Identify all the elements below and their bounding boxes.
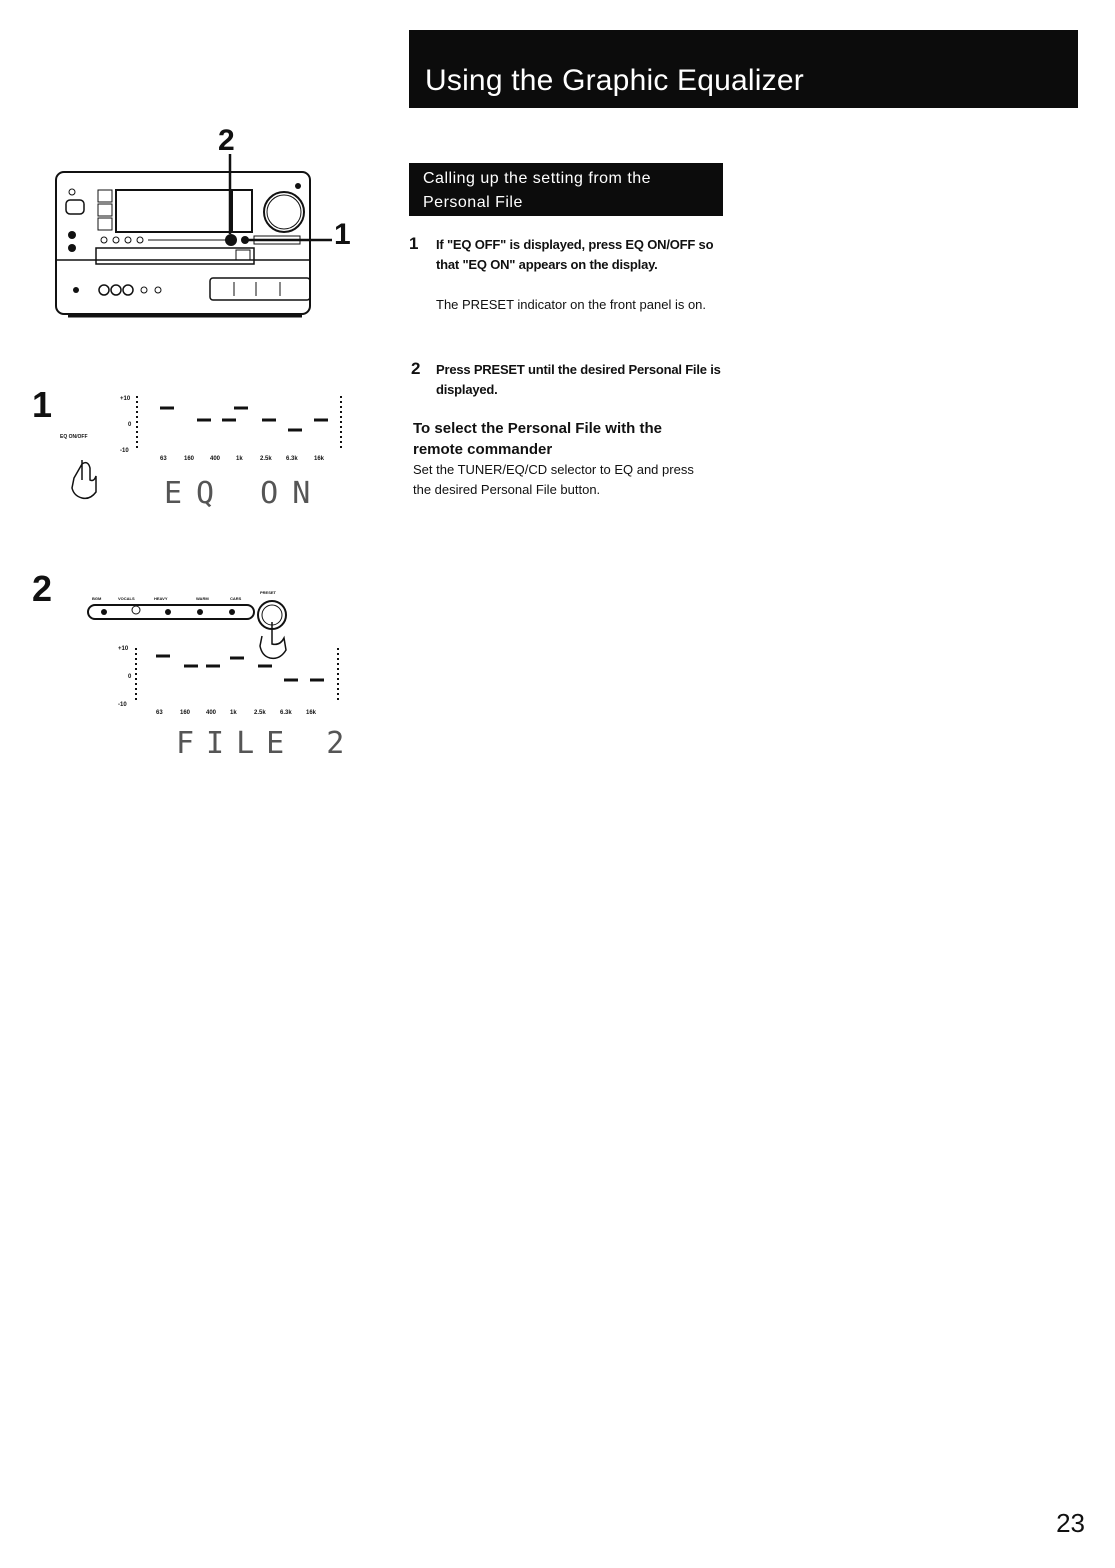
step-1-note: The PRESET indicator on the front panel is on.	[436, 297, 707, 312]
remote-heading: To select the Personal File with the remote commander	[413, 420, 662, 458]
eq-on-display: EQ ON	[164, 476, 325, 511]
mode-label: CARS	[230, 596, 242, 601]
scale-top-2: +10	[118, 646, 129, 652]
step-1-instruction: If "EQ OFF" is displayed, press EQ ON/OFF so that "EQ ON" appears on the display.	[436, 237, 714, 272]
band-label: 400	[210, 456, 221, 462]
preset-label: PRESET	[260, 590, 277, 595]
scale-mid-2: 0	[128, 674, 132, 680]
section-heading: Calling up the setting from the Personal File	[409, 163, 723, 216]
page-number: 23	[1056, 1508, 1085, 1538]
mode-label: BGM	[92, 596, 102, 601]
title-bar	[409, 30, 1078, 108]
band-label: 63	[160, 456, 167, 462]
panel-1-label: 1	[32, 384, 53, 425]
band-label: 400	[206, 710, 217, 716]
panel-2-label: 2	[32, 568, 53, 609]
step-1-number: 1	[409, 234, 419, 253]
step-2-instruction: Press PRESET until the desired Personal File is displayed.	[436, 362, 721, 397]
hand-pointer-icon-1	[72, 460, 96, 498]
mode-label: HEAVY	[154, 596, 168, 601]
callout-1: 1	[334, 218, 351, 251]
band-label: 1k	[230, 710, 237, 716]
band-label: 6.3k	[280, 710, 292, 716]
band-label: 16k	[314, 456, 325, 462]
mode-label: VOCALS	[118, 596, 135, 601]
scale-bottom-2: -10	[118, 702, 127, 708]
step-2-number: 2	[411, 359, 421, 378]
scale-top-1: +10	[120, 396, 131, 402]
band-label: 160	[180, 710, 191, 716]
band-label: 160	[184, 456, 195, 462]
illustration	[32, 120, 380, 800]
scale-mid-1: 0	[128, 422, 132, 428]
file-2-display: FILE 2	[176, 726, 357, 761]
band-label: 6.3k	[286, 456, 298, 462]
band-label: 1k	[236, 456, 243, 462]
band-label: 16k	[306, 710, 317, 716]
scale-bottom-1: -10	[120, 448, 129, 454]
band-label: 63	[156, 710, 163, 716]
remote-body: Set the TUNER/EQ/CD selector to EQ and press the desired Personal File button.	[413, 462, 694, 497]
band-label: 2.5k	[260, 456, 272, 462]
callout-2: 2	[218, 124, 235, 157]
page-title: Using the Graphic Equalizer	[425, 64, 804, 97]
mode-label: WARM	[196, 596, 209, 601]
eq-on-off-label: EQ ON/OFF	[60, 434, 88, 440]
band-label: 2.5k	[254, 710, 266, 716]
